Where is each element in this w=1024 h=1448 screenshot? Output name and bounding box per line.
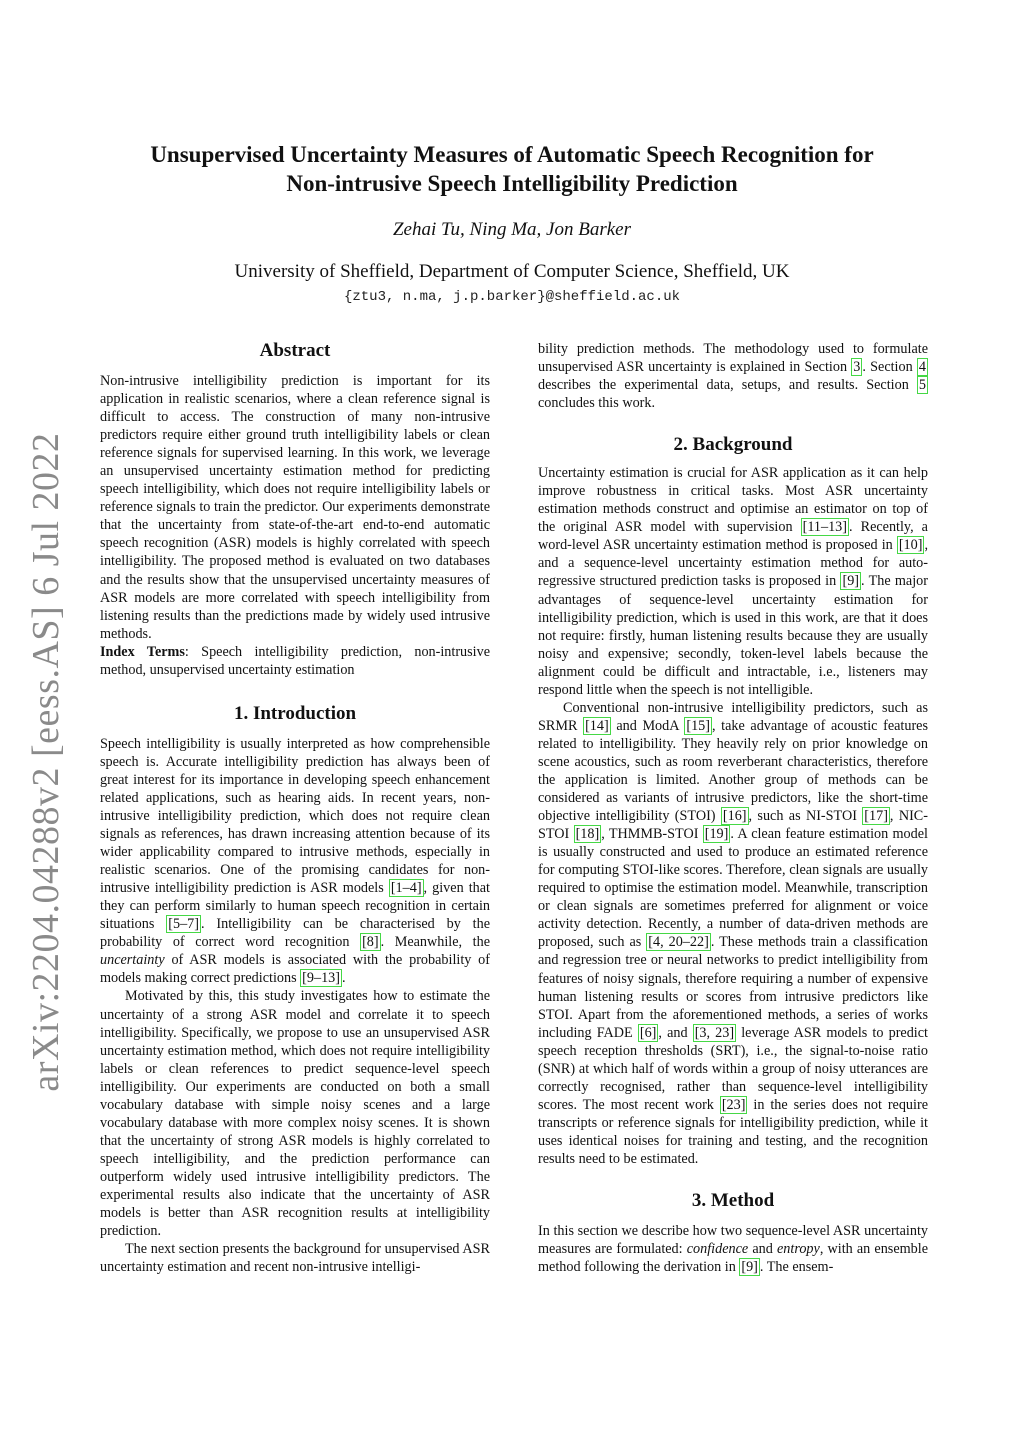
body-text: and ModA: [610, 717, 685, 734]
citation-link[interactable]: [8]: [362, 934, 379, 951]
citation-link[interactable]: [5–7]: [168, 916, 199, 933]
background-paragraph-2: [538, 699, 928, 1168]
body-text: , and: [658, 1024, 693, 1041]
citation-link[interactable]: [16]: [722, 808, 747, 825]
index-terms-text: : Speech intelligibility prediction, non-intrusive method, unsupervised uncertainty estimation: [100, 643, 490, 678]
body-text: leverage ASR models to predict speech reception thresholds (SRT), i.e., the signal-to-noise ratio (SNR) at which half of words within a group of noisy utterances are correctly recognised, rather than sequence-level intelligibility scores. The most recent work: [538, 1024, 928, 1113]
body-text: and: [748, 1241, 777, 1258]
body-text: , THMMB-STOI: [601, 826, 703, 843]
emphasis-uncertainty: uncertainty: [100, 952, 165, 969]
citation-link[interactable]: [18]: [575, 826, 600, 843]
title-line-1: Unsupervised Uncertainty Measures of Automatic Speech Recognition for: [150, 142, 874, 167]
body-text: . Section: [862, 359, 917, 376]
citation-link[interactable]: [4, 20–22]: [648, 934, 709, 951]
body-text: . The ensem-: [759, 1259, 834, 1276]
arxiv-sidebar: [25, 432, 67, 1092]
intro-text: . Intelligibility can be characterised by the probability of correct word recognition: [100, 916, 490, 951]
citation-link[interactable]: [23]: [721, 1096, 746, 1113]
body-text: . These methods train a classification and regression tree or neural networks to predict intelligibility from features of noisy signals, therefore requiring a number of expensive human listening results or scores from intrusive predictors like STOI. Apart from the aforementioned methods, a series of works including FADE: [538, 934, 929, 1041]
emphasis-entropy: entropy: [777, 1241, 820, 1258]
emphasis-confidence: confidence: [686, 1241, 749, 1258]
left-column: [100, 340, 490, 1276]
abstract-heading: Abstract: [259, 340, 331, 361]
citation-link[interactable]: [17]: [864, 808, 888, 825]
intro-text: of ASR models is associated with the probability of models making correct predictions: [100, 952, 490, 987]
citation-link[interactable]: [9]: [741, 1259, 758, 1276]
intro-paragraph-3: The next section presents the background for unsupervised ASR uncertainty estimation and recent non-intrusive intelligi-: [100, 1241, 490, 1276]
authors: Zehai Tu, Ning Ma, Jon Barker: [392, 219, 632, 240]
section-link[interactable]: 4: [918, 359, 927, 376]
intro-text: Speech intelligibility is usually interpreted as how comprehensible speech is. Accurate intelligibility prediction has always been of great interest for its importance in developing speech enhancement related applications, such as hearing aids. In recent years, non-intrusive intelligibility prediction, which does not require clean signals as references, has drawn increasing attention because of its wider applicability compared to intrusive methods, especially in realistic scenarios. One of the promising candidates for non-intrusive intelligibility prediction is ASR models: [100, 735, 490, 897]
method-paragraph-1: [538, 1222, 928, 1276]
body-text: , such as NI-STOI: [748, 808, 863, 825]
body-text: describes the experimental data, setups, and results. Section: [538, 377, 917, 394]
background-heading: 2. Background: [673, 434, 793, 456]
right-column: [538, 340, 928, 1276]
citation-link[interactable]: [6]: [639, 1024, 657, 1041]
intro-text: . Meanwhile, the: [380, 934, 490, 951]
arxiv-identifier: arXiv:2204.04288v2 [eess.AS] 6 Jul 2022: [25, 432, 67, 1092]
body-text: In this section we describe how two sequence-level ASR uncertainty measures are formulated:: [538, 1223, 928, 1258]
citation-link[interactable]: [3, 23]: [694, 1024, 735, 1041]
body-text: Conventional non-intrusive intelligibility predictors, such as SRMR: [538, 699, 928, 734]
intro-paragraph-1: [100, 735, 490, 988]
intro-text: .: [341, 970, 346, 987]
body-text: , and a sequence-level uncertainty estimation method for auto-regressive structured prediction tasks is proposed in: [538, 537, 928, 590]
body-text: , with an ensemble method following the derivation in: [538, 1241, 928, 1276]
index-terms: [100, 643, 490, 679]
title-line-2: Non-intrusive Speech Intelligibility Prediction: [286, 171, 738, 196]
method-heading: 3. Method: [691, 1190, 775, 1212]
body-text: bility prediction methods. The methodology used to formulate unsupervised ASR uncertainty is explained in Section: [538, 341, 928, 376]
body-text: . A clean feature estimation model is usually constructed and used to produce an estimated reference for computing STOI-like scores. Therefore, clean signals are usually required to optimise the estimation model. Meanwhile, transcription or clean signals are sometimes preferred for alignment or voice activity detection. Recently, a number of data-driven methods are proposed, such as: [538, 826, 928, 951]
citation-link[interactable]: [15]: [686, 717, 710, 734]
body-text: in the series does not require transcripts or reference signals for intelligibility prediction, while it uses identical noises for training and testing, and the recognition results need to be estimated.: [538, 1096, 928, 1167]
citation-link[interactable]: [14]: [585, 717, 609, 734]
affiliation: University of Sheffield, Department of Computer Science, Sheffield, UK: [234, 261, 790, 282]
body-text: , take advantage of acoustic features related to intelligibility. They heavily rely on prior knowledge on scene acoustics, such as room reverberant characteristics, therefore the application is limited. Another group of methods can be considered as variants of intrusive predictors, like the short-time objective intelligibility (STOI): [538, 717, 928, 825]
background-paragraph-1: [538, 464, 928, 699]
intro-continuation: [538, 340, 928, 412]
body-text: , NIC-STOI: [538, 808, 928, 843]
body-text: concludes this work.: [538, 395, 656, 412]
section-link[interactable]: 5: [918, 377, 926, 394]
body-text: . Recently, a word-level ASR uncertainty estimation method is proposed in: [538, 519, 928, 554]
citation-link[interactable]: [9–13]: [302, 970, 340, 987]
intro-paragraph-2: Motivated by this, this study investigates how to estimate the uncertainty of a strong ASR model and correlate it to speech intelligibility. Specifically, we propose to use an unsupervised ASR uncertainty estimation method, which does not require intelligibility labels or clean references to predict sequence-level speech intelligibility. Our experiments are conducted on both a small vocabulary database with simple noisy scenes and a large vocabulary database with more complex noisy scenes. It is shown that the uncertainty of strong ASR models is highly correlated to speech intelligibility, and the prediction performance can outperform widely used intrusive intelligibility predictors. The experimental results also indicate that the uncertainty of ASR models is better than ASR recognition results at intelligibility prediction.: [100, 988, 490, 1240]
abstract-text: Non-intrusive intelligibility prediction is important for its application in realistic scenarios, where a clean reference signal is difficult to access. The construction of many non-intrusive predictors require either ground truth intelligibility labels or clean reference signals for supervised learning. In this work, we leverage an unsupervised uncertainty estimation method for predicting speech intelligibility, which does not require intelligibility labels or reference signals to train the predictor. Our experiments demonstrate that the uncertainty from state-of-the-art end-to-end automatic speech recognition (ASR) models is highly correlated with speech intelligibility. The proposed method is evaluated on two databases and the results show that the unsupervised uncertainty measures of ASR models are more correlated with speech intelligibility from listening results than the predictions made by widely used intrusive methods.: [100, 373, 490, 642]
citation-link[interactable]: [19]: [704, 826, 729, 843]
citation-link[interactable]: [9]: [842, 573, 860, 590]
section-link[interactable]: 3: [853, 359, 861, 376]
introduction-heading: 1. Introduction: [233, 702, 357, 724]
body-text: Uncertainty estimation is crucial for ASR application as it can help improve robustness in critical tasks. Most ASR uncertainty estimation methods construct and optimise an estimator on top of the original ASR model with supervision: [538, 465, 928, 536]
citation-link[interactable]: [11–13]: [802, 519, 848, 536]
paper-title: [100, 140, 924, 198]
email: {ztu3, n.ma, j.p.barker}@sheffield.ac.uk: [343, 289, 681, 305]
citation-link[interactable]: [1–4]: [390, 880, 422, 897]
body-text: . The major advantages of sequence-level uncertainty estimation for intelligibility prediction, which is used in this work, are that it does not require: firstly, human listening results because they are usually noisy and expensive; secondly, token-level labels because the alignment could be difficult and intractable, i.e., listeners may respond little when the speech is not intelligible.: [538, 573, 928, 698]
intro-text: , given that they can perform similarly to human speech recognition in certain situations: [100, 880, 490, 933]
index-terms-label: Index Terms: [100, 643, 185, 660]
citation-link[interactable]: [10]: [898, 537, 923, 554]
